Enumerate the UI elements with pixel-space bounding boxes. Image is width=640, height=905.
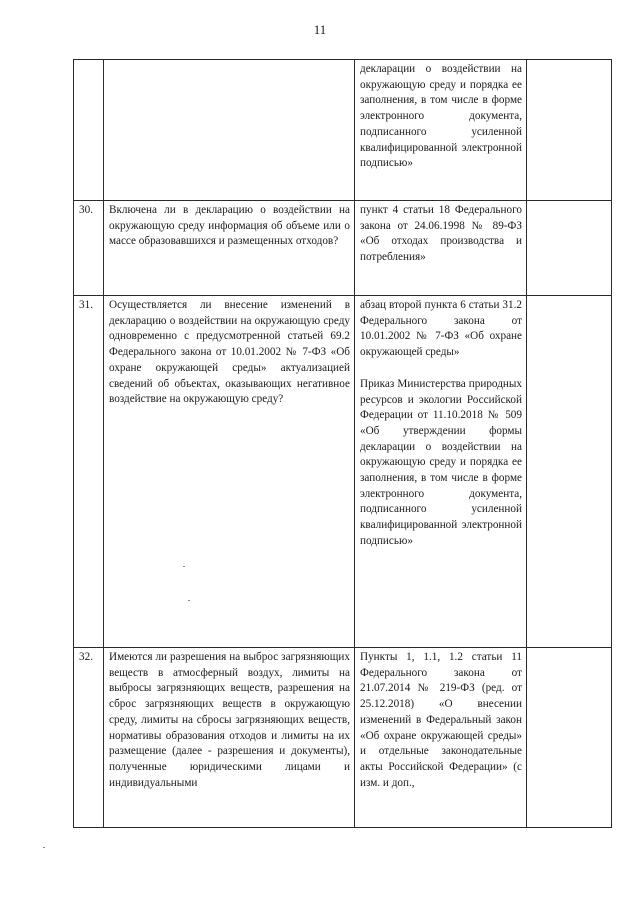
notes-cell	[527, 648, 612, 828]
row-number: 32.	[74, 648, 104, 828]
question-cell	[104, 60, 355, 201]
scan-speck	[43, 847, 45, 848]
table-row	[74, 201, 612, 296]
notes-cell	[527, 201, 612, 296]
reference-cell	[355, 296, 527, 648]
reference-cell	[355, 60, 527, 201]
notes-cell	[527, 296, 612, 648]
paragraph-gap	[360, 361, 522, 377]
reference-text: декларации о воздействии на окружающую среду и порядка ее заполнения, в том числе в форме электронного документа, подписанного усиленной квалифицированной электронной подписью»	[360, 63, 522, 170]
table-row	[74, 648, 612, 828]
scan-speck	[183, 566, 185, 567]
table-row	[74, 296, 612, 648]
row-number	[74, 60, 104, 201]
row-number: 30.	[74, 201, 104, 296]
notes-cell	[527, 60, 612, 201]
page-number: 11	[313, 22, 327, 37]
reference-cell: Пункты 1, 1.1, 1.2 статьи 11 Федерального закона от 21.07.2014 № 219-ФЗ (ред. от 25.12.2018) «О внесении изменений в Федеральный закон «Об охране окружающей среды» и отдельные законодательные акты Российской Федерации» (с изм. и доп.,	[355, 648, 527, 828]
row-number: 31.	[74, 296, 104, 648]
reference-cell: пункт 4 статьи 18 Федерального закона от 24.06.1998 № 89-ФЗ «Об отходах производства и потребления»	[355, 201, 527, 296]
scan-speck	[188, 600, 190, 601]
question-cell: Включена ли в декларацию о воздействии на окружающую среду информация об объеме или о массе образовавшихся и размещенных отходов?	[104, 201, 355, 296]
table-row	[74, 60, 612, 201]
checklist-table	[73, 59, 612, 828]
reference-text-2: Приказ Министерства природных ресурсов и экологии Российской Федерации от 11.10.2018 № 509 «Об утверждении формы декларации о воздействии на окружающую среду и порядка ее заполнения, в том числе в форме электронного документа, подписанного усиленной квалифицированной электронной подписью»	[360, 377, 522, 547]
reference-text: абзац второй пункта 6 статьи 31.2 Федерального закона от 10.01.2002 № 7-ФЗ «Об охране окружающей среды»	[360, 299, 522, 359]
question-cell: Имеются ли разрешения на выброс загрязняющих веществ в атмосферный воздух, лимиты на выбросы загрязняющих веществ, разрешения на сброс загрязняющих веществ в окружающую среду, лимиты на сбросы загрязняющих веществ, нормативы образования отходов и лимиты на их размещение (далее - разрешения и документы), полученные юридическими лицами и индивидуальными	[104, 648, 355, 828]
question-cell: Осуществляется ли внесение изменений в декларацию о воздействии на окружающую среду одновременно с предусмотренной статьей 69.2 Федерального закона от 10.01.2002 № 7-ФЗ «Об охране окружающей среды» актуализацией сведений об объектах, оказывающих негативное воздействие на окружающую среду?	[104, 296, 355, 648]
